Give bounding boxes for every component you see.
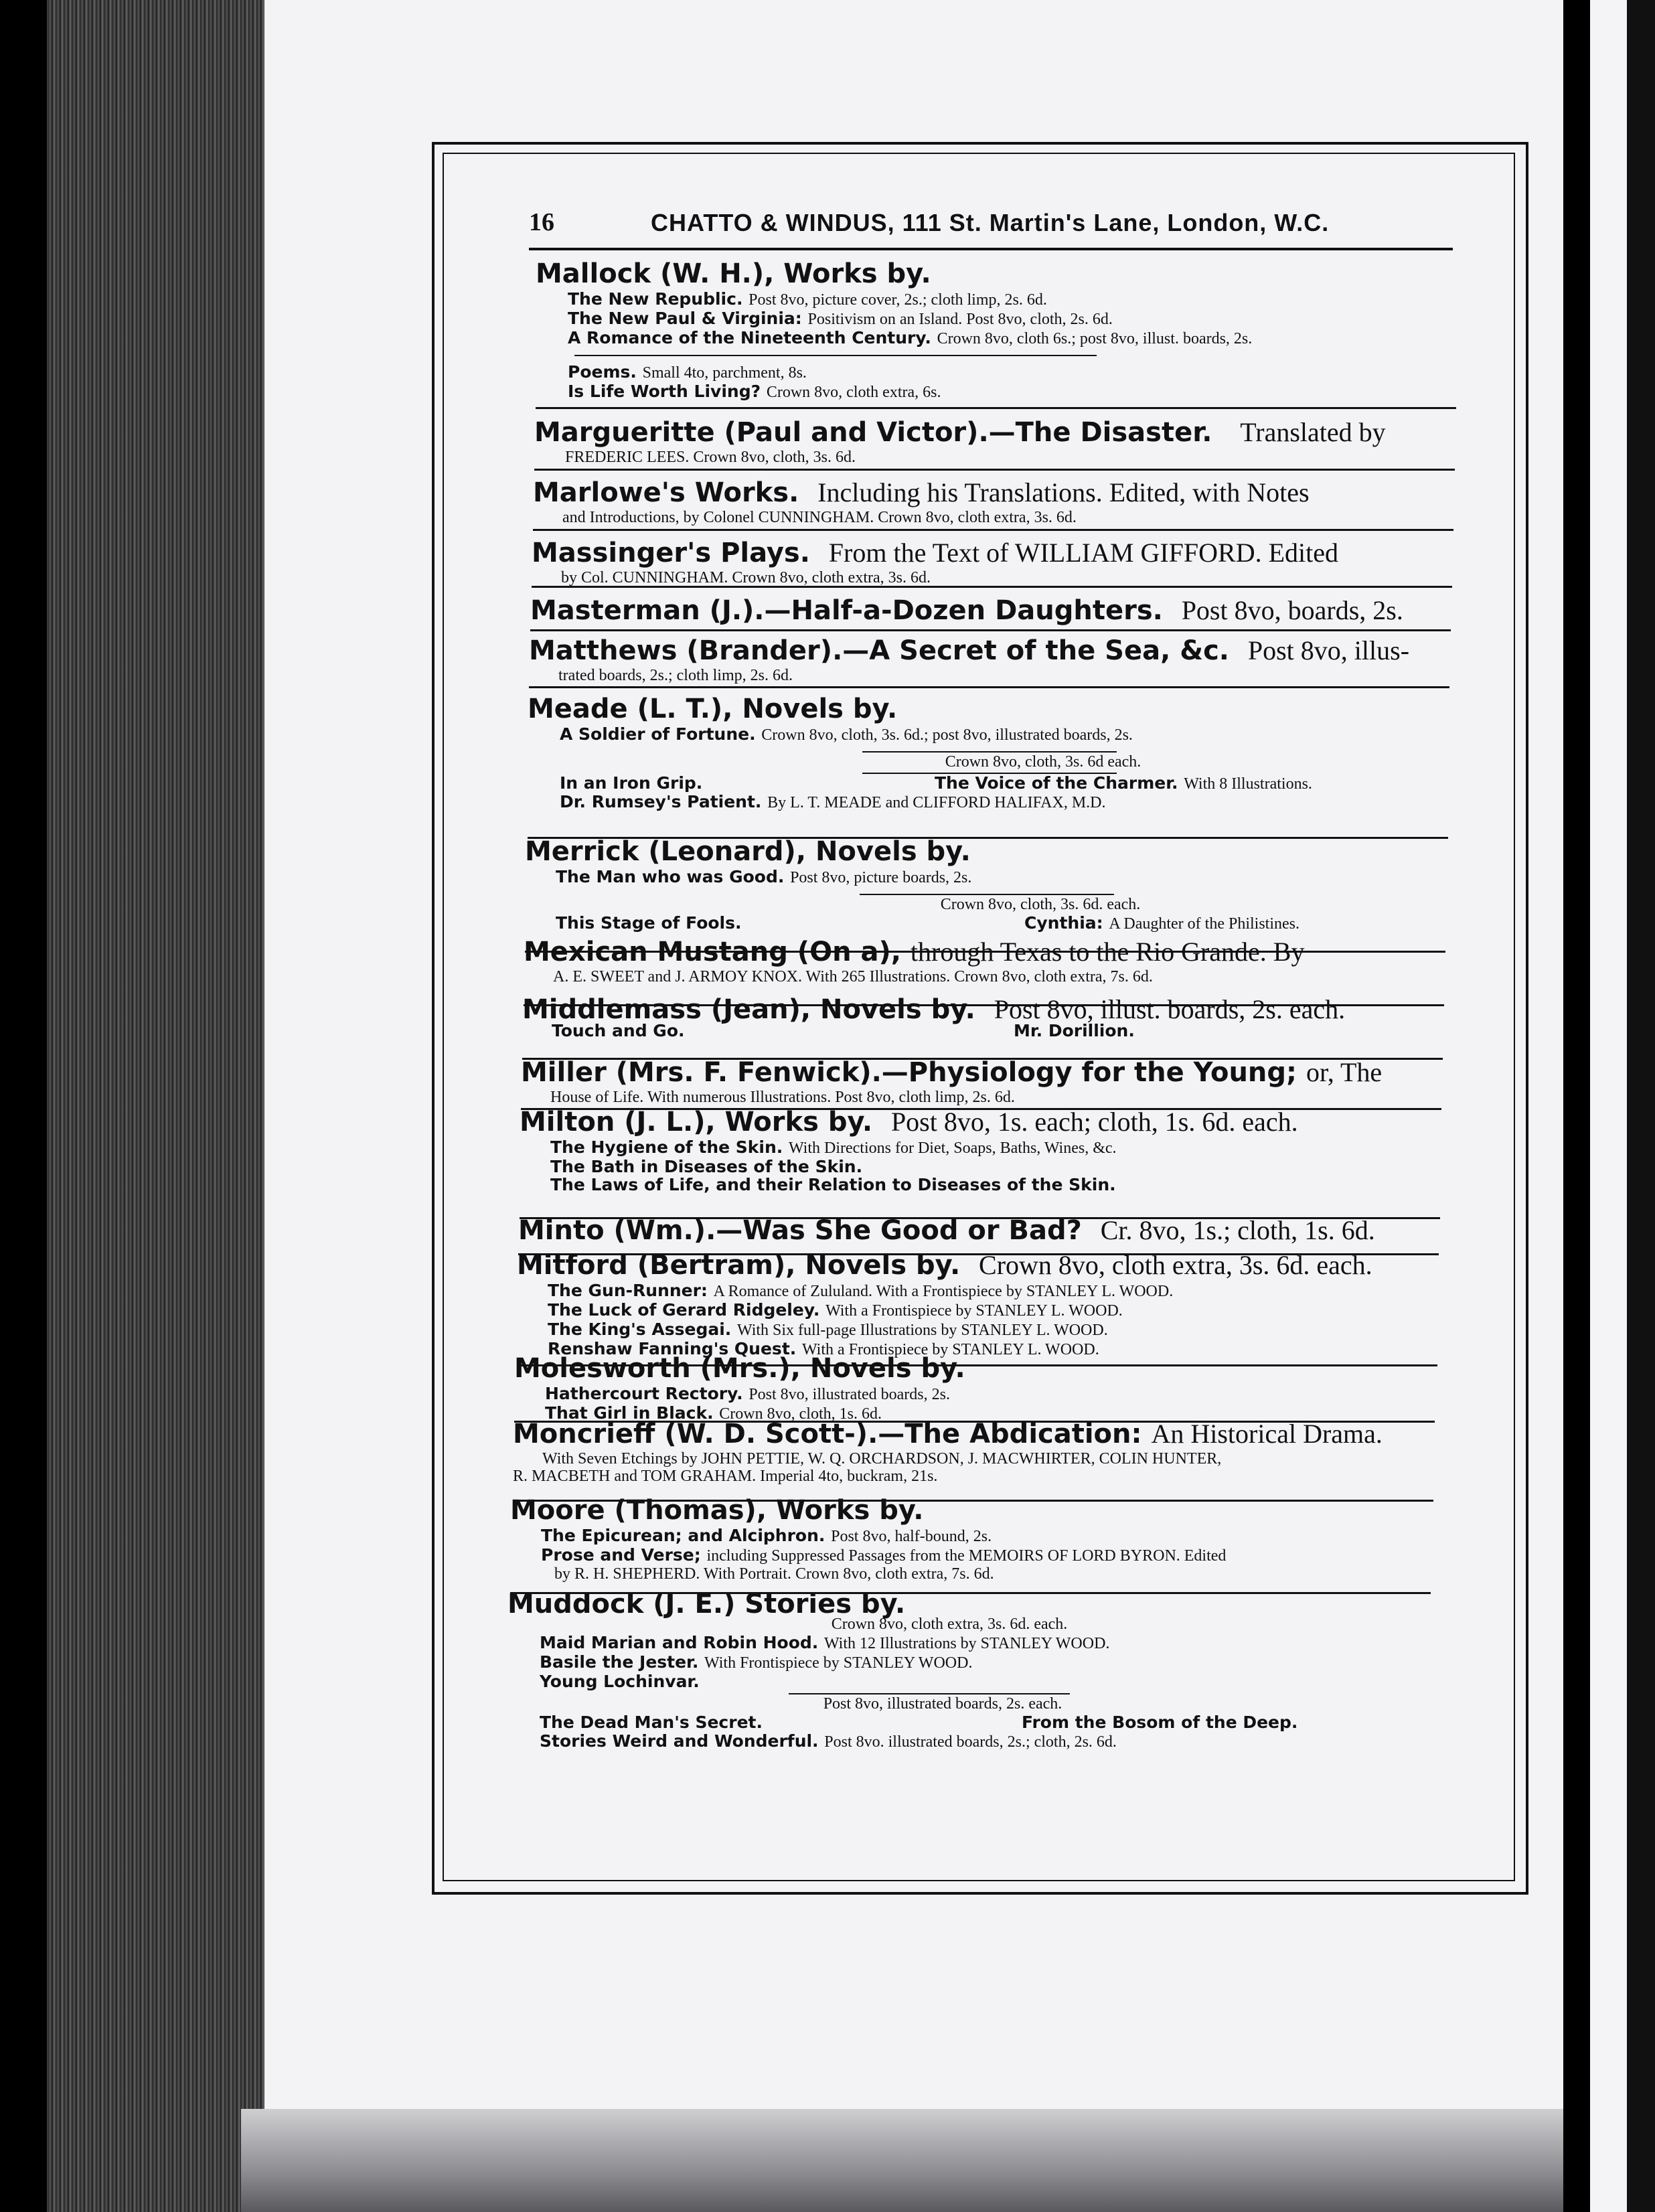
entry-middlemass: [522, 994, 1446, 1040]
entry-heading: Masterman (J.).—Half-a-Dozen Daughters. Post 8vo, boards, 2s.: [530, 595, 1403, 626]
entry-miller: [521, 1056, 1445, 1106]
entry-moncrieff: [513, 1418, 1437, 1485]
entry-heading: Minto (Wm.).—Was She Good or Bad? Cr. 8vo, 1s.; cloth, 1s. 6d.: [518, 1215, 1375, 1246]
work-line: Dr. Rumsey's Patient. By L. T. MEADE and CLIFFORD HALIFAX, M.D.: [560, 792, 1106, 811]
divider: [536, 407, 1456, 409]
entry-margueritte: [534, 416, 1458, 466]
work-line: Prose and Verse; including Suppressed Passages from the MEMOIRS OF LORD BYRON. Edited: [541, 1545, 1227, 1565]
entry-heading: Massinger's Plays. From the Text of WILLIAM GIFFORD. Edited: [532, 538, 1339, 568]
entry-heading: Miller (Mrs. F. Fenwick).—Physiology for the Young; or, The: [521, 1057, 1383, 1088]
entry-marlowe: [533, 477, 1457, 526]
work-line: The Gun-Runner: A Romance of Zululand. With a Frontispiece by STANLEY L. WOOD.: [548, 1281, 1174, 1300]
entry-mitford: [517, 1249, 1441, 1359]
entry-muddock: [507, 1588, 1431, 1751]
entry-detail: by R. H. SHEPHERD. With Portrait. Crown 8vo, cloth extra, 7s. 6d.: [554, 1565, 994, 1583]
work-line: Young Lochinvar.: [540, 1672, 700, 1691]
work-line: The Epicurean; and Alciphron. Post 8vo, half-bound, 2s.: [541, 1526, 992, 1545]
entry-detail: House of Life. With numerous Illustrations. Post 8vo, cloth limp, 2s. 6d.: [550, 1089, 1015, 1106]
work-line: Poems. Small 4to, parchment, 8s.: [568, 362, 807, 382]
page-number: 16: [529, 208, 554, 236]
divider: [530, 629, 1451, 631]
entry-minto: [518, 1214, 1442, 1247]
entry-mexican-mustang: [524, 936, 1447, 985]
entry-heading: Meade (L. T.), Novels by.: [528, 694, 898, 724]
two-column-titles: This Stage of Fools. Cynthia: A Daughter of the Philistines.: [556, 913, 1299, 933]
entry-heading: Mexican Mustang (On a), through Texas to the Rio Grande. By: [524, 937, 1305, 967]
entry-detail: With Seven Etchings by JOHN PETTIE, W. Q. ORCHARDSON, J. MACWHIRTER, COLIN HUNTER,: [542, 1450, 1222, 1468]
work-line: That Girl in Black. Crown 8vo, cloth, 1s. 6d.: [545, 1403, 882, 1423]
price-note: Crown 8vo, cloth extra, 3s. 6d. each.: [831, 1615, 1068, 1633]
work-line: Is Life Worth Living? Crown 8vo, cloth extra, 6s.: [568, 382, 941, 401]
entry-merrick: [525, 830, 1449, 933]
entry-heading: Muddock (J. E.) Stories by.: [507, 1589, 906, 1620]
work-line: The Bath in Diseases of the Skin.: [550, 1157, 863, 1176]
work-line: Basile the Jester. With Frontispiece by STANLEY WOOD.: [540, 1652, 973, 1672]
entry-heading: Marlowe's Works. Including his Translations. Edited, with Notes: [533, 477, 1310, 508]
entry-masterman: [530, 595, 1454, 627]
entry-heading: Moncrieff (W. D. Scott-).—The Abdication: An Historical Drama.: [513, 1419, 1383, 1449]
work-line: Renshaw Fanning's Quest. With a Frontispiece by STANLEY L. WOOD.: [548, 1339, 1099, 1358]
entry-molesworth: [514, 1352, 1438, 1423]
work-line: A Romance of the Nineteenth Century. Crown 8vo, cloth 6s.; post 8vo, illust. boards, 2s.: [568, 328, 1253, 347]
entry-heading: Milton (J. L.), Works by. Post 8vo, 1s. each; cloth, 1s. 6d. each.: [520, 1107, 1298, 1137]
entry-heading: Merrick (Leonard), Novels by.: [525, 836, 971, 867]
two-column-titles: In an Iron Grip. The Voice of the Charmer. With 8 Illustrations.: [560, 773, 1312, 793]
divider: [574, 355, 1097, 356]
divider: [532, 586, 1452, 588]
divider: [533, 529, 1453, 531]
work-line: The Hygiene of the Skin. With Directions for Diet, Soaps, Baths, Wines, &c.: [550, 1137, 1117, 1157]
work-line: The Laws of Life, and their Relation to Diseases of the Skin.: [550, 1175, 1116, 1194]
work-line: The New Paul & Virginia: Positivism on an Island. Post 8vo, cloth, 2s. 6d.: [568, 309, 1113, 328]
entry-heading: Moore (Thomas), Works by.: [510, 1495, 924, 1526]
scan-border-far-right: [1627, 0, 1655, 2212]
entry-detail: trated boards, 2s.; cloth limp, 2s. 6d.: [558, 667, 793, 684]
work-line: Stories Weird and Wonderful. Post 8vo. illustrated boards, 2s.; cloth, 2s. 6d.: [540, 1731, 1117, 1751]
entry-heading: Matthews (Brander).—A Secret of the Sea, &c. Post 8vo, illus-: [529, 635, 1410, 666]
work-line: The Man who was Good. Post 8vo, picture boards, 2s.: [556, 867, 972, 886]
publisher-line: CHATTO & WINDUS, 111 St. Martin's Lane, London, W.C.: [651, 209, 1330, 236]
work-line: The Luck of Gerard Ridgeley. With a Frontispiece by STANLEY L. WOOD.: [548, 1300, 1123, 1320]
work-line: The King's Assegai. With Six full-page Illustrations by STANLEY L. WOOD.: [548, 1320, 1108, 1339]
entry-detail: and Introductions, by Colonel CUNNINGHAM. Crown 8vo, cloth extra, 3s. 6d.: [562, 509, 1077, 526]
divider: [529, 686, 1449, 688]
entry-milton: [520, 1106, 1443, 1194]
entry-detail: A. E. SWEET and J. ARMOY KNOX. With 265 Illustrations. Crown 8vo, cloth extra, 7s. 6d.: [553, 968, 1153, 985]
entry-meade: [528, 693, 1451, 812]
work-line: A Soldier of Fortune. Crown 8vo, cloth, 3s. 6d.; post 8vo, illustrated boards, 2s.: [560, 724, 1133, 744]
running-header: [529, 208, 1453, 250]
entry-detail: by Col. CUNNINGHAM. Crown 8vo, cloth extra, 3s. 6d.: [561, 569, 931, 586]
divider: [534, 469, 1455, 471]
entry-detail: R. MACBETH and TOM GRAHAM. Imperial 4to, buckram, 21s.: [513, 1468, 938, 1485]
scan-border-left: [0, 0, 47, 2212]
price-note: Post 8vo, illustrated boards, 2s. each.: [823, 1695, 1062, 1713]
entry-heading: Middlemass (Jean), Novels by. Post 8vo, illust. boards, 2s. each.: [522, 994, 1346, 1025]
entry-moore: [510, 1494, 1434, 1583]
entry-heading: Mitford (Bertram), Novels by. Crown 8vo, cloth extra, 3s. 6d. each.: [517, 1250, 1372, 1281]
work-line: Hathercourt Rectory. Post 8vo, illustrated boards, 2s.: [545, 1384, 950, 1403]
entry-detail: FREDERIC LEES. Crown 8vo, cloth, 3s. 6d.: [565, 449, 856, 466]
entry-matthews: [529, 635, 1453, 684]
entry-heading: Margueritte (Paul and Victor).—The Disaster. Translated by: [534, 417, 1386, 448]
price-note: Crown 8vo, cloth, 3s. 6d each.: [945, 753, 1141, 771]
price-note: Crown 8vo, cloth, 3s. 6d. each.: [940, 896, 1141, 913]
scan-border-right: [1563, 0, 1590, 2212]
entry-heading: Molesworth (Mrs.), Novels by.: [514, 1353, 965, 1384]
entry-mallock: [536, 258, 1460, 402]
work-line: The New Republic. Post 8vo, picture cover, 2s.; cloth limp, 2s. 6d.: [568, 289, 1047, 309]
page-bottom-shadow: [241, 2109, 1600, 2212]
work-line: Maid Marian and Robin Hood. With 12 Illustrations by STANLEY WOOD.: [540, 1633, 1110, 1652]
two-column-titles: The Dead Man's Secret. From the Bosom of the Deep.: [540, 1713, 1298, 1732]
two-column-titles: Touch and Go. Mr. Dorillion.: [552, 1021, 1135, 1040]
entry-massinger: [532, 537, 1455, 586]
entry-heading: Mallock (W. H.), Works by.: [536, 258, 931, 289]
